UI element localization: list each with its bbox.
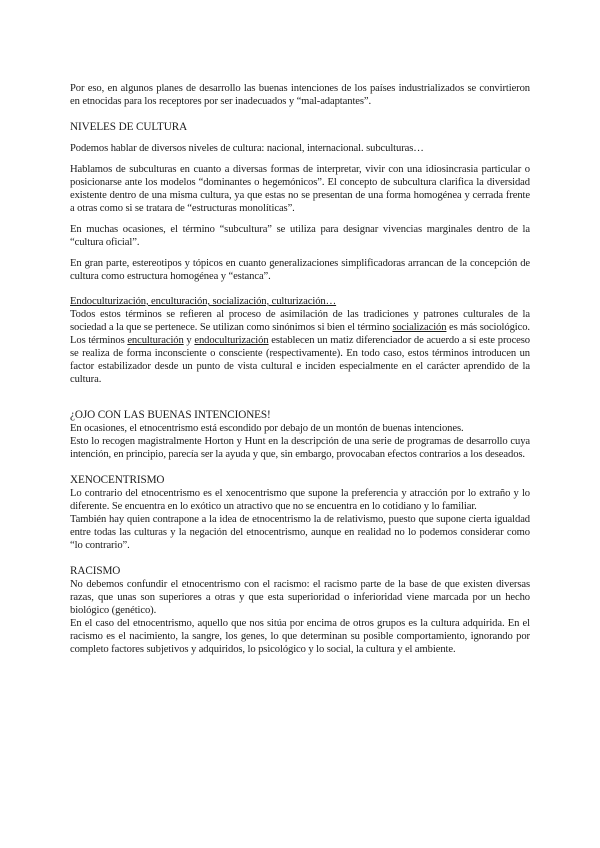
section-title-racismo: RACISMO: [70, 565, 121, 577]
endo-text-1: Todos estos términos se refieren al proceso de asimilación de las tradiciones y patrones culturales de la sociedad a la que se pertenece. Se utilizan como sinónimos si bien el término: [70, 309, 530, 333]
section-racismo: [70, 564, 530, 656]
section-title-niveles: NIVELES DE CULTURA: [70, 121, 188, 133]
section-title-endoculturizacion: Endoculturización, enculturación, socialización, culturización…: [70, 296, 337, 307]
section-niveles: [70, 120, 530, 283]
xeno-paragraph-1: Lo contrario del etnocentrismo es el xenocentrismo que supone la preferencia y atracción por lo extraño y lo diferente. Se encuentra en lo exótico un atractivo que no se encuentra en lo cotidiano y lo familiar.: [70, 488, 530, 512]
section-title-xenocentrismo: XENOCENTRISMO: [70, 474, 165, 486]
niveles-paragraph-4: En gran parte, estereotipos y tópicos en cuanto generalizaciones simplificadoras arrancan de la concepción de cultura como estructura homogénea y “estanca”.: [70, 258, 530, 282]
xeno-paragraph-2: También hay quien contrapone a la idea de etnocentrismo la de relativismo, puesto que supone cierta igualdad entre todas las culturas y la negación del etnocentrismo, aunque en realidad no lo podemos considerar como “lo contrario”.: [70, 514, 530, 551]
endo-paragraph: [70, 308, 530, 386]
document-page: [70, 82, 530, 656]
endo-text-2: es más sociológico. Los términos: [70, 322, 530, 346]
endo-text-4: establecen un matiz diferenciador de acuerdo a si este proceso se realiza de forma inconsciente o consciente (respectivamente). En todo caso, estos términos introducen un factor estabilizador desde un punto de vista cultural e inciden especialmente en el carácter aprendido de la cultura.: [70, 335, 530, 385]
section-ojo: [70, 408, 530, 461]
niveles-paragraph-1: Podemos hablar de diversos niveles de cultura: nacional, internacional. subculturas…: [70, 143, 424, 154]
term-endoculturizacion: endoculturización: [194, 335, 269, 346]
section-endoculturizacion: [70, 295, 530, 386]
intro-paragraph: Por eso, en algunos planes de desarrollo las buenas intenciones de los países industrializados se convirtieron en etnocidas para los receptores por ser inadecuados y “mal-adaptantes”.: [70, 83, 530, 107]
section-xenocentrismo: [70, 473, 530, 552]
racismo-paragraph-1: No debemos confundir el etnocentrismo con el racismo: el racismo parte de la base de que existen diversas razas, que unas son superiores a otras y que esta superioridad o inferioridad viene marcada por un hecho biológico (genético).: [70, 579, 530, 616]
niveles-paragraph-3: En muchas ocasiones, el término “subcultura” se utiliza para designar vivencias marginales dentro de la “cultura oficial”.: [70, 224, 530, 248]
term-enculturacion: enculturación: [127, 335, 184, 346]
term-socializacion: socialización: [392, 322, 447, 333]
racismo-paragraph-2: En el caso del etnocentrismo, aquello que nos sitúa por encima de otros grupos es la cultura adquirida. En el racismo es el nacimiento, la sangre, los genes, lo que determinan su posible comportamiento, ignorando por completo factores subjetivos y adquiridos, lo psicológico y lo social, la cultura y el ambiente.: [70, 618, 530, 655]
ojo-paragraph-2: Esto lo recogen magistralmente Horton y Hunt en la descripción de una serie de programas de desarrollo cuya intención, en principio, parecía ser la ayuda y que, sin embargo, provocaban efectos contrarios a los deseados.: [70, 436, 530, 460]
section-title-ojo: ¿OJO CON LAS BUENAS INTENCIONES!: [70, 409, 271, 421]
endo-text-3: y: [183, 335, 195, 346]
niveles-paragraph-2: Hablamos de subculturas en cuanto a diversas formas de interpretar, vivir con una idiosincrasia particular o posicionarse ante los modelos “dominantes o hegemónicos”. El concepto de subcultura clarifica la diversidad existente dentro de una misma cultura, ya que estas no se presentan de una forma homogénea y cerrada frente a otras como si se tratara de “estructuras monolíticas”.: [70, 164, 530, 214]
ojo-paragraph-1: En ocasiones, el etnocentrismo está escondido por debajo de un montón de buenas intenciones.: [70, 423, 464, 434]
